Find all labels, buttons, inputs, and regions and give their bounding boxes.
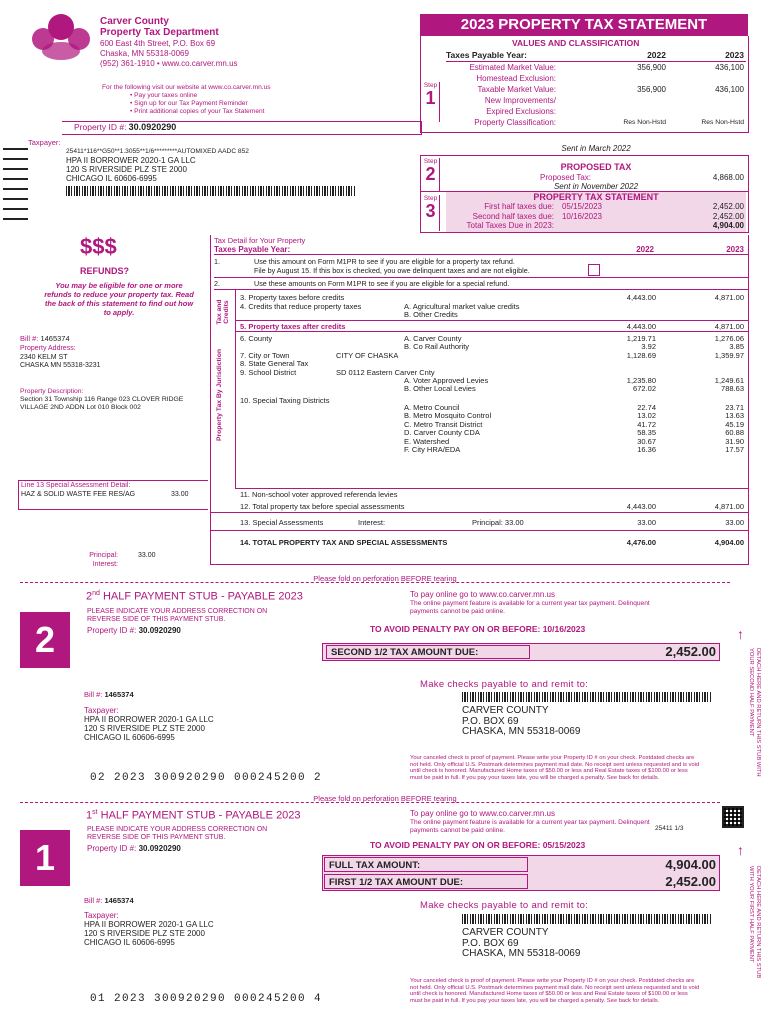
values-row: Property Classification: Res Non-Hstd Res Non-Hstd bbox=[474, 118, 744, 127]
values-row: Estimated Market Value: 356,900 436,100 bbox=[469, 63, 744, 72]
bill-label: Bill #: bbox=[20, 334, 39, 343]
values-col-2023: 2023 bbox=[725, 50, 744, 60]
values-row: Expired Exclusions: bbox=[486, 107, 556, 116]
stub2-remit-2: P.O. BOX 69 bbox=[462, 715, 519, 727]
detail-line13: 13. Special Assessments bbox=[240, 518, 324, 527]
line13-item: HAZ & SOLID WASTE FEE RES/AG bbox=[21, 490, 136, 498]
values-col-2022: 2022 bbox=[647, 50, 666, 60]
bullet-1: • Pay your taxes online bbox=[130, 92, 198, 99]
detail-title: Tax Detail for Your Property bbox=[214, 236, 306, 245]
line13-amount: 33.00 bbox=[171, 490, 189, 498]
stub2-due-amount: 2,452.00 bbox=[665, 644, 716, 659]
values-payable-year: Taxes Payable Year: bbox=[446, 50, 527, 60]
side-tax-credits: Tax and Credits bbox=[216, 299, 230, 325]
stub1-taxpayer-name: HPA II BORROWER 2020-1 GA LLC bbox=[84, 920, 214, 929]
refunds-symbol: $$$ bbox=[80, 234, 117, 259]
fold-text-1: Please fold on perforation BEFORE tearing bbox=[313, 574, 457, 583]
values-title: VALUES AND CLASSIFICATION bbox=[512, 38, 640, 48]
principal-value: 33.00 bbox=[138, 552, 156, 559]
second-half-date: 10/16/2023 bbox=[561, 211, 602, 221]
detail-line1b: File by August 15. If this box is checked, you owe delinquent taxes and are not eligible. bbox=[254, 265, 530, 275]
taxpayer-mail-line: 25411*116**G50**1.3055**1/6*********AUTOMIXED AADC 852 bbox=[66, 148, 249, 155]
stub2-taxpayer-name: HPA II BORROWER 2020-1 GA LLC bbox=[84, 715, 214, 724]
stub2-property-id: 30.0920290 bbox=[138, 626, 181, 635]
detail-line6: 6. County bbox=[240, 334, 273, 343]
taxpayer-label: Taxpayer: bbox=[28, 138, 61, 147]
stub1-penalty: TO AVOID PENALTY PAY ON OR BEFORE: 05/15/2023 bbox=[370, 840, 586, 850]
side-jurisdiction: Property Tax By Jurisdiction bbox=[216, 348, 223, 442]
special-district-row: B. Metro Mosquito Control 13.02 13.63 bbox=[404, 411, 744, 421]
dept-phone-web[interactable]: (952) 361-1910 • www.co.carver.mn.us bbox=[100, 59, 238, 68]
stub2-online-note: The online payment feature is available for a current year tax payment. Delinquent payments cannot be paid online. bbox=[410, 600, 650, 615]
taxpayer-city: CHICAGO IL 60606-6995 bbox=[66, 174, 157, 183]
dept-subname: Property Tax Department bbox=[100, 27, 219, 38]
stub1-number: 1 bbox=[20, 830, 70, 886]
stub2-penalty: TO AVOID PENALTY PAY ON OR BEFORE: 10/16/2023 bbox=[370, 624, 586, 634]
detail-col-2023: 2023 bbox=[726, 245, 744, 254]
special-district-row: E. Watershed 30.67 31.90 bbox=[404, 436, 744, 446]
step-2: Step 2 bbox=[422, 158, 440, 192]
values-row: Homestead Exclusion: bbox=[476, 74, 556, 83]
total-due-label: Total Taxes Due in 2023: bbox=[466, 221, 554, 230]
second-half-amount: 2,452.00 bbox=[712, 211, 744, 221]
dept-name: Carver County bbox=[100, 16, 169, 27]
detail-line11: 11. Non-school voter approved referenda levies bbox=[240, 490, 398, 499]
detail-line1: Use this amount on Form M1PR to see if you are eligible for a property tax refund. bbox=[254, 257, 515, 266]
stub2-remit-1: CARVER COUNTY bbox=[462, 705, 549, 716]
stub2-fine-print: Your canceled check is proof of payment. Please write your Property ID # on your check. Postdated checks are not held. Only official U.S. Postmark determines payment mail date. No receipt sent unless requested and is void until check is honored. Manufactured Home taxes of $50.00 or less and Real Estate taxes of $100.00 or less must be paid in full. If you pay your taxes late, you will be charged a penalty. See back for details. bbox=[410, 755, 700, 781]
step-1: Step 1 bbox=[422, 82, 440, 122]
stub1-remit-1: CARVER COUNTY bbox=[462, 927, 549, 938]
proposed-tax-label: Proposed Tax: bbox=[540, 173, 591, 182]
delinquent-checkbox[interactable] bbox=[588, 264, 600, 276]
detail-col-2022: 2022 bbox=[636, 245, 654, 254]
stub1-remit: Make checks payable to and remit to: bbox=[420, 900, 589, 911]
mail-barcode bbox=[66, 186, 356, 196]
stub1-online-note: The online payment feature is available for a current year tax payment. Delinquent payments cannot be paid online. bbox=[410, 819, 650, 834]
stub1-barcode bbox=[462, 914, 712, 924]
stub2-remit: Make checks payable to and remit to: bbox=[420, 679, 589, 690]
stub2-taxpayer-city: CHICAGO IL 60606-6995 bbox=[84, 733, 175, 742]
detail-line10: 10. Special Taxing Districts bbox=[240, 395, 330, 405]
property-id: 30.0920290 bbox=[128, 122, 177, 132]
stub1-indicate: PLEASE INDICATE YOUR ADDRESS CORRECTION ON REVERSE SIDE OF THIS PAYMENT STUB. bbox=[87, 826, 268, 841]
statement-title: 2023 PROPERTY TAX STATEMENT bbox=[420, 14, 748, 36]
stub1-first-amount: 2,452.00 bbox=[665, 874, 716, 889]
special-district-row: C. Metro Transit District 41.72 45.19 bbox=[404, 419, 744, 429]
stub1-bill: 1465374 bbox=[104, 896, 134, 905]
bill-number: 1465374 bbox=[40, 334, 70, 343]
stub2-due-label: SECOND 1/2 TAX AMOUNT DUE: bbox=[326, 645, 530, 659]
dept-address2: Chaska, MN 55318-0069 bbox=[100, 49, 189, 58]
detail-line5: 5. Property taxes after credits bbox=[240, 322, 346, 331]
second-half-label: Second half taxes due: bbox=[472, 211, 554, 221]
stub1-remit-3: CHASKA, MN 55318-0069 bbox=[462, 948, 581, 959]
refunds-title: REFUNDS? bbox=[80, 266, 129, 276]
stub2-remit-3: CHASKA, MN 55318-0069 bbox=[462, 726, 581, 737]
bullet-3: • Print additional copies of your Tax Statement bbox=[130, 108, 265, 115]
special-district-rows bbox=[404, 404, 748, 454]
step-3: Step 3 bbox=[422, 195, 440, 231]
stub1-fine-print: Your canceled check is proof of payment. Please write your Property ID # on your check. Postdated checks are not held. Only official U.S. Postmark determines payment mail date. No receipt sent unless requested and is void until check is honored. Manufactured Home taxes of $50.00 or less and Real Estate taxes of $100.00 or less must be paid in full. If you pay your taxes late, you will be charged a penalty. See back for details. bbox=[410, 978, 700, 1004]
stub1-full-amount: 4,904.00 bbox=[665, 857, 716, 872]
stub1-property-id: 30.0920290 bbox=[138, 844, 181, 853]
stub1-code: 25411 1/3 bbox=[655, 825, 684, 832]
first-half-label: First half taxes due: bbox=[484, 202, 554, 211]
proposed-tax-title: PROPOSED TAX bbox=[560, 162, 632, 172]
stub2-scanline: 02 2023 300920290 000245200 2 bbox=[90, 772, 323, 784]
special-district-row: D. Carver County CDA 58.35 60.88 bbox=[404, 428, 744, 438]
stub2-detach-text: DETACH HERE AND RETURN THIS STUB WITH YOUR SECOND HALF PAYMENT bbox=[748, 648, 761, 777]
visit-text: For the following visit our website at www.co.carver.mn.us bbox=[102, 84, 271, 91]
stub1-full-label: FULL TAX AMOUNT: bbox=[324, 857, 528, 872]
first-half-date: 05/15/2023 bbox=[561, 202, 602, 211]
detail-line9: 9. School District bbox=[240, 367, 297, 377]
stub1-title: 1st HALF PAYMENT STUB - PAYABLE 2023 bbox=[86, 809, 301, 822]
detail-line7: 7. City or Town bbox=[240, 350, 290, 360]
refunds-text: You may be eligible for one or more refunds to reduce your property tax. Read the back of this statement to find out how to apply. bbox=[44, 281, 194, 317]
proposed-tax-value: 4,868.00 bbox=[712, 173, 744, 182]
sent-march: Sent in March 2022 bbox=[561, 144, 631, 153]
first-half-amount: 2,452.00 bbox=[712, 202, 744, 211]
stub1-first-label: FIRST 1/2 TAX AMOUNT DUE: bbox=[324, 874, 528, 889]
qr-code-icon bbox=[722, 806, 744, 828]
stub2-barcode bbox=[462, 692, 712, 702]
line13-box: Line 13 Special Assessment Detail: HAZ & SOLID WASTE FEE RES/AG 33.00 bbox=[18, 480, 208, 510]
values-row: Taxable Market Value: 356,900 436,100 bbox=[477, 85, 744, 94]
stub2-pay-online[interactable]: To pay online go to www.co.carver.mn.us bbox=[410, 590, 555, 599]
stub1-detach-text: DETACH HERE AND RETURN THIS STUB WITH YOUR FIRST HALF PAYMENT bbox=[748, 866, 761, 979]
property-address-2: CHASKA MN 55318-3231 bbox=[20, 362, 101, 369]
statement-step-title: PROPERTY TAX STATEMENT bbox=[533, 192, 659, 202]
county-logo bbox=[30, 14, 92, 64]
stub1-remit-2: P.O. BOX 69 bbox=[462, 937, 519, 949]
principal-label: Principal: bbox=[89, 552, 118, 559]
detail-line3: 3. Property taxes before credits bbox=[240, 293, 345, 302]
detail-line12: 12. Total property tax before special assessments bbox=[240, 502, 405, 511]
stub2-number: 2 bbox=[20, 612, 70, 668]
stub2-arrow-up-icon: ↑ bbox=[737, 626, 744, 642]
stub2-bill: 1465374 bbox=[104, 690, 134, 699]
stub1-taxpayer-city: CHICAGO IL 60606-6995 bbox=[84, 938, 175, 947]
property-address-1: 2340 KELM ST bbox=[20, 353, 68, 361]
fold-text-2: Please fold on perforation BEFORE tearing bbox=[313, 794, 457, 803]
property-description: Section 31 Township 116 Range 023 CLOVER RIDGE VILLAGE 2ND ADDN Lot 010 Block 002 bbox=[20, 396, 184, 411]
stub1-taxpayer-street: 120 S RIVERSIDE PLZ STE 2000 bbox=[84, 929, 205, 938]
stub2-indicate: PLEASE INDICATE YOUR ADDRESS CORRECTION ON REVERSE SIDE OF THIS PAYMENT STUB. bbox=[87, 608, 268, 623]
stub2-taxpayer-street: 120 S RIVERSIDE PLZ STE 2000 bbox=[84, 724, 205, 733]
dept-address1: 600 East 4th Street, P.O. Box 69 bbox=[100, 39, 216, 48]
stub1-scanline: 01 2023 300920290 000245200 4 bbox=[90, 993, 323, 1005]
stub1-pay-online[interactable]: To pay online go to www.co.carver.mn.us bbox=[410, 809, 555, 818]
interest-label: Interest: bbox=[92, 560, 118, 568]
taxpayer-street: 120 S RIVERSIDE PLZ STE 2000 bbox=[66, 165, 187, 174]
total-due-amount: 4,904.00 bbox=[712, 221, 744, 230]
stub2-title: 2nd HALF PAYMENT STUB - PAYABLE 2023 bbox=[86, 590, 303, 603]
special-district-row: F. City HRA/EDA 16.36 17.57 bbox=[404, 445, 744, 455]
values-rows bbox=[446, 62, 746, 128]
detail-line4: 4. Credits that reduce property taxes bbox=[240, 301, 362, 311]
detail-line2: Use these amounts on Form M1PR to see if you are eligible for a special refund. bbox=[254, 279, 510, 288]
property-address-label: Property Address: bbox=[20, 345, 76, 352]
bullet-2: • Sign up for our Tax Payment Reminder bbox=[130, 100, 248, 107]
taxpayer-name: HPA II BORROWER 2020-1 GA LLC bbox=[66, 156, 196, 165]
sent-november: Sent in November 2022 bbox=[553, 182, 639, 191]
detail-line14: 14. TOTAL PROPERTY TAX AND SPECIAL ASSESSMENTS bbox=[240, 538, 448, 547]
detail-payable-year: Taxes Payable Year: bbox=[214, 245, 291, 254]
property-description-label: Property Description: bbox=[20, 388, 84, 395]
stub1-arrow-up-icon: ↑ bbox=[737, 842, 744, 858]
detail-line8: 8. State General Tax bbox=[240, 359, 309, 369]
values-row: New Improvements/ bbox=[484, 96, 556, 105]
property-id-box: Property ID #: 30.0920290 bbox=[62, 121, 422, 135]
special-district-row: A. Metro Council 22.74 23.71 bbox=[404, 403, 744, 412]
